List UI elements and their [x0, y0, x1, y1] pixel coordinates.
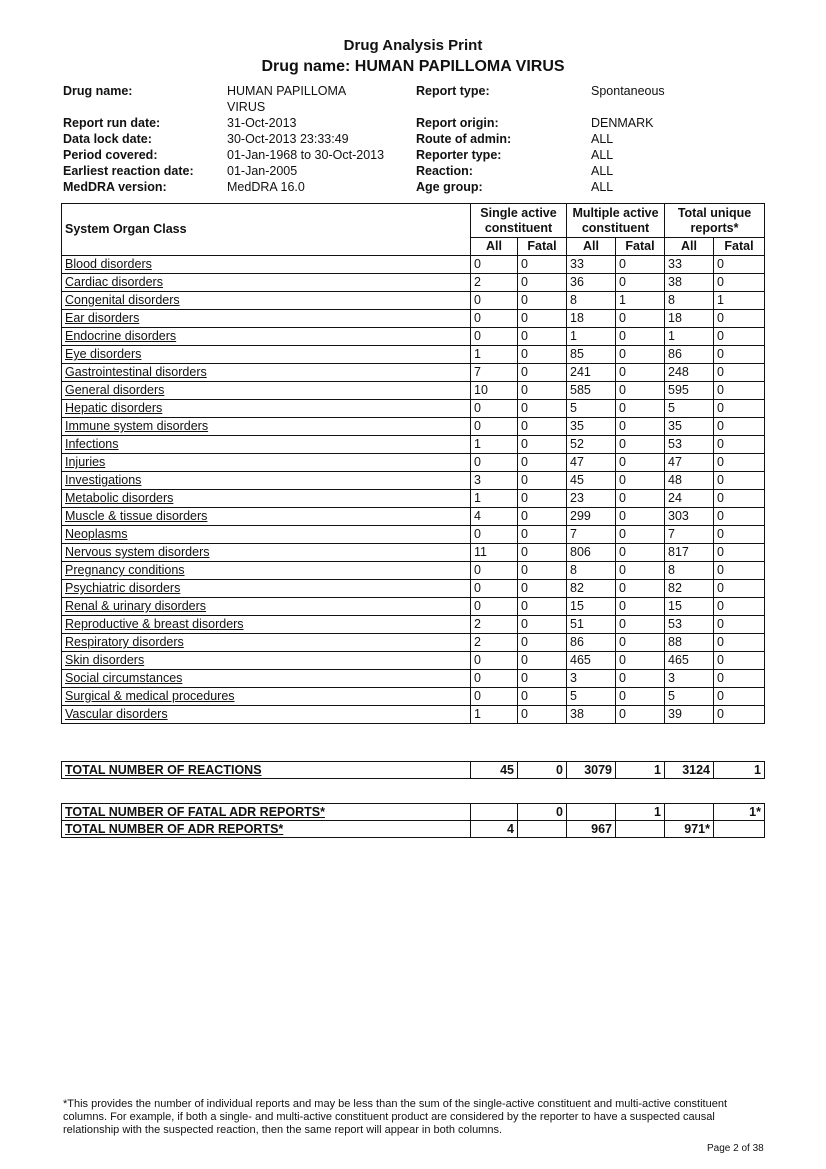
reports-total-table	[61, 803, 765, 838]
count-cell: 39	[665, 706, 714, 724]
count-cell: 0	[714, 256, 765, 274]
table-row	[62, 490, 765, 508]
count-cell: 0	[616, 526, 665, 544]
count-cell: 806	[567, 544, 616, 562]
total-label: TOTAL NUMBER OF ADR REPORTS*	[62, 821, 471, 838]
count-cell: 82	[567, 580, 616, 598]
soc-header: System Organ Class	[62, 204, 471, 256]
count-cell: 0	[714, 652, 765, 670]
label-route: Route of admin:	[416, 132, 512, 146]
table-row	[62, 472, 765, 490]
total-value	[616, 821, 665, 838]
count-cell: 85	[567, 346, 616, 364]
count-cell: 0	[616, 490, 665, 508]
count-cell: 0	[714, 544, 765, 562]
total-value: 1*	[714, 804, 765, 821]
count-cell: 35	[665, 418, 714, 436]
label-meddra: MedDRA version:	[63, 180, 167, 194]
count-cell: 88	[665, 634, 714, 652]
count-cell: 0	[714, 598, 765, 616]
soc-name: Respiratory disorders	[62, 634, 471, 652]
count-cell: 47	[665, 454, 714, 472]
count-cell: 0	[518, 634, 567, 652]
count-cell: 0	[518, 472, 567, 490]
document-title: Drug Analysis Print	[343, 37, 483, 54]
count-cell: 5	[567, 688, 616, 706]
count-cell: 0	[616, 256, 665, 274]
group-header-total: Total unique reports*	[665, 204, 765, 238]
count-cell: 1	[471, 490, 518, 508]
total-value	[665, 804, 714, 821]
count-cell: 1	[471, 436, 518, 454]
count-cell: 2	[471, 274, 518, 292]
count-cell: 0	[471, 526, 518, 544]
count-cell: 7	[471, 364, 518, 382]
sub-header: All	[471, 238, 518, 256]
total-label: TOTAL NUMBER OF REACTIONS	[62, 762, 471, 779]
reactions-total-table	[61, 761, 765, 779]
total-label: TOTAL NUMBER OF FATAL ADR REPORTS*	[62, 804, 471, 821]
soc-name: Nervous system disorders	[62, 544, 471, 562]
count-cell: 1	[567, 328, 616, 346]
soc-name: Pregnancy conditions	[62, 562, 471, 580]
soc-name: Injuries	[62, 454, 471, 472]
table-row	[62, 346, 765, 364]
sub-header: All	[665, 238, 714, 256]
table-row	[62, 310, 765, 328]
count-cell: 0	[616, 382, 665, 400]
count-cell: 0	[616, 670, 665, 688]
soc-name: Congenital disorders	[62, 292, 471, 310]
soc-name: Metabolic disorders	[62, 490, 471, 508]
count-cell: 0	[714, 472, 765, 490]
value-period: 01-Jan-1968 to 30-Oct-2013	[227, 148, 385, 162]
count-cell: 0	[714, 346, 765, 364]
count-cell: 0	[616, 652, 665, 670]
count-cell: 0	[714, 508, 765, 526]
count-cell: 0	[518, 670, 567, 688]
value-run-date: 31-Oct-2013	[227, 116, 297, 130]
count-cell: 7	[665, 526, 714, 544]
count-cell: 1	[714, 292, 765, 310]
table-row	[62, 364, 765, 382]
soc-name: Social circumstances	[62, 670, 471, 688]
total-fatal-reports-row	[62, 804, 765, 821]
count-cell: 0	[518, 688, 567, 706]
total-value: 1	[616, 762, 665, 779]
group-header-multiple: Multiple active constituent	[567, 204, 665, 238]
label-report-type: Report type:	[416, 84, 490, 98]
label-earliest: Earliest reaction date:	[63, 164, 194, 178]
count-cell: 8	[665, 292, 714, 310]
count-cell: 595	[665, 382, 714, 400]
total-value: 971*	[665, 821, 714, 838]
count-cell: 1	[616, 292, 665, 310]
count-cell: 45	[567, 472, 616, 490]
count-cell: 0	[471, 688, 518, 706]
total-value: 0	[518, 762, 567, 779]
group-header-single: Single active constituent	[471, 204, 567, 238]
table-row	[62, 526, 765, 544]
count-cell: 0	[714, 688, 765, 706]
table-row	[62, 652, 765, 670]
total-reports-row	[62, 821, 765, 838]
count-cell: 0	[714, 634, 765, 652]
footnote: *This provides the number of individual reports and may be less than the sum of the single-active constituent and multi-active constituent columns. For example, if both a single- and multi-active constituent product are considered by the reporter to have a suspected causal relationship with the suspected reaction, then the same report will appear in both columns.	[63, 1098, 728, 1136]
label-period: Period covered:	[63, 148, 158, 162]
count-cell: 0	[471, 256, 518, 274]
count-cell: 0	[518, 580, 567, 598]
count-cell: 585	[567, 382, 616, 400]
value-meddra: MedDRA 16.0	[227, 180, 305, 194]
count-cell: 11	[471, 544, 518, 562]
count-cell: 0	[518, 436, 567, 454]
count-cell: 0	[616, 310, 665, 328]
count-cell: 5	[567, 400, 616, 418]
count-cell: 0	[616, 616, 665, 634]
count-cell: 86	[665, 346, 714, 364]
count-cell: 0	[616, 436, 665, 454]
count-cell: 3	[471, 472, 518, 490]
total-value: 0	[518, 804, 567, 821]
total-reactions-row	[62, 762, 765, 779]
count-cell: 1	[665, 328, 714, 346]
total-value	[518, 821, 567, 838]
count-cell: 0	[714, 364, 765, 382]
count-cell: 0	[714, 436, 765, 454]
soc-name: Hepatic disorders	[62, 400, 471, 418]
label-run-date: Report run date:	[63, 116, 161, 130]
table-row	[62, 292, 765, 310]
count-cell: 0	[471, 562, 518, 580]
count-cell: 0	[714, 274, 765, 292]
count-cell: 0	[616, 472, 665, 490]
count-cell: 0	[616, 418, 665, 436]
count-cell: 299	[567, 508, 616, 526]
count-cell: 0	[714, 490, 765, 508]
table-row	[62, 508, 765, 526]
count-cell: 0	[714, 400, 765, 418]
count-cell: 1	[471, 346, 518, 364]
value-drug-name: HUMAN PAPILLOMA VIRUS	[227, 84, 346, 114]
count-cell: 36	[567, 274, 616, 292]
count-cell: 51	[567, 616, 616, 634]
count-cell: 0	[616, 634, 665, 652]
soc-name: General disorders	[62, 382, 471, 400]
count-cell: 52	[567, 436, 616, 454]
count-cell: 0	[471, 598, 518, 616]
total-value: 3124	[665, 762, 714, 779]
count-cell: 0	[714, 382, 765, 400]
soc-name: Cardiac disorders	[62, 274, 471, 292]
count-cell: 0	[616, 706, 665, 724]
count-cell: 38	[665, 274, 714, 292]
table-row	[62, 400, 765, 418]
count-cell: 0	[518, 706, 567, 724]
count-cell: 0	[616, 364, 665, 382]
count-cell: 0	[714, 454, 765, 472]
count-cell: 303	[665, 508, 714, 526]
soc-name: Infections	[62, 436, 471, 454]
count-cell: 47	[567, 454, 616, 472]
count-cell: 248	[665, 364, 714, 382]
drug-name-heading: Drug name: HUMAN PAPILLOMA VIRUS	[261, 58, 565, 75]
count-cell: 38	[567, 706, 616, 724]
count-cell: 48	[665, 472, 714, 490]
count-cell: 0	[616, 688, 665, 706]
info-left-values	[227, 83, 412, 195]
count-cell: 0	[616, 400, 665, 418]
count-cell: 465	[665, 652, 714, 670]
total-value: 967	[567, 821, 616, 838]
count-cell: 35	[567, 418, 616, 436]
count-cell: 0	[471, 580, 518, 598]
label-lock-date: Data lock date:	[63, 132, 152, 146]
label-age: Age group:	[416, 180, 483, 194]
count-cell: 0	[616, 544, 665, 562]
table-row	[62, 544, 765, 562]
value-reaction: ALL	[591, 164, 614, 178]
count-cell: 0	[518, 292, 567, 310]
count-cell: 0	[616, 328, 665, 346]
count-cell: 15	[665, 598, 714, 616]
label-reporter: Reporter type:	[416, 148, 502, 162]
soc-name: Ear disorders	[62, 310, 471, 328]
info-right-labels	[416, 83, 586, 195]
count-cell: 53	[665, 616, 714, 634]
count-cell: 0	[616, 562, 665, 580]
count-cell: 8	[567, 562, 616, 580]
count-cell: 18	[567, 310, 616, 328]
total-value: 3079	[567, 762, 616, 779]
count-cell: 0	[616, 580, 665, 598]
count-cell: 24	[665, 490, 714, 508]
count-cell: 8	[567, 292, 616, 310]
count-cell: 0	[616, 274, 665, 292]
count-cell: 0	[518, 526, 567, 544]
count-cell: 0	[518, 310, 567, 328]
table-row	[62, 382, 765, 400]
count-cell: 0	[471, 328, 518, 346]
soc-table	[61, 203, 765, 724]
value-origin: DENMARK	[591, 116, 654, 130]
count-cell: 10	[471, 382, 518, 400]
count-cell: 0	[518, 598, 567, 616]
count-cell: 0	[518, 274, 567, 292]
value-reporter: ALL	[591, 148, 614, 162]
count-cell: 23	[567, 490, 616, 508]
sub-header: Fatal	[616, 238, 665, 256]
count-cell: 241	[567, 364, 616, 382]
count-cell: 0	[518, 382, 567, 400]
value-lock-date: 30-Oct-2013 23:33:49	[227, 132, 349, 146]
table-row	[62, 418, 765, 436]
table-row	[62, 616, 765, 634]
soc-name: Vascular disorders	[62, 706, 471, 724]
table-row	[62, 598, 765, 616]
count-cell: 0	[714, 310, 765, 328]
count-cell: 3	[567, 670, 616, 688]
soc-name: Gastrointestinal disorders	[62, 364, 471, 382]
label-drug-name: Drug name:	[63, 84, 133, 98]
table-row	[62, 634, 765, 652]
soc-name: Immune system disorders	[62, 418, 471, 436]
count-cell: 0	[471, 292, 518, 310]
page-number: Page 2 of 38	[707, 1143, 764, 1154]
count-cell: 0	[471, 652, 518, 670]
count-cell: 0	[471, 454, 518, 472]
table-row	[62, 706, 765, 724]
count-cell: 33	[567, 256, 616, 274]
count-cell: 817	[665, 544, 714, 562]
count-cell: 0	[518, 652, 567, 670]
count-cell: 0	[471, 670, 518, 688]
total-value: 1	[714, 762, 765, 779]
count-cell: 86	[567, 634, 616, 652]
count-cell: 0	[518, 508, 567, 526]
count-cell: 0	[714, 616, 765, 634]
soc-name: Renal & urinary disorders	[62, 598, 471, 616]
count-cell: 0	[714, 562, 765, 580]
soc-name: Surgical & medical procedures	[62, 688, 471, 706]
count-cell: 3	[665, 670, 714, 688]
label-reaction: Reaction:	[416, 164, 473, 178]
count-cell: 0	[471, 418, 518, 436]
count-cell: 2	[471, 634, 518, 652]
count-cell: 0	[518, 418, 567, 436]
sub-header: All	[567, 238, 616, 256]
count-cell: 0	[714, 418, 765, 436]
total-value: 1	[616, 804, 665, 821]
count-cell: 465	[567, 652, 616, 670]
count-cell: 82	[665, 580, 714, 598]
table-row	[62, 580, 765, 598]
count-cell: 0	[518, 328, 567, 346]
count-cell: 0	[518, 454, 567, 472]
soc-name: Neoplasms	[62, 526, 471, 544]
value-route: ALL	[591, 132, 614, 146]
info-right-values	[591, 83, 761, 195]
value-age: ALL	[591, 180, 614, 194]
count-cell: 5	[665, 688, 714, 706]
table-row	[62, 274, 765, 292]
total-value: 4	[471, 821, 518, 838]
count-cell: 0	[518, 364, 567, 382]
count-cell: 5	[665, 400, 714, 418]
count-cell: 0	[616, 346, 665, 364]
count-cell: 7	[567, 526, 616, 544]
soc-name: Blood disorders	[62, 256, 471, 274]
table-row	[62, 670, 765, 688]
soc-name: Psychiatric disorders	[62, 580, 471, 598]
table-row	[62, 256, 765, 274]
count-cell: 0	[616, 508, 665, 526]
count-cell: 0	[714, 706, 765, 724]
value-earliest: 01-Jan-2005	[227, 164, 298, 178]
count-cell: 18	[665, 310, 714, 328]
total-value	[471, 804, 518, 821]
count-cell: 2	[471, 616, 518, 634]
soc-name: Eye disorders	[62, 346, 471, 364]
count-cell: 0	[616, 598, 665, 616]
count-cell: 0	[518, 616, 567, 634]
count-cell: 0	[714, 580, 765, 598]
count-cell: 0	[471, 400, 518, 418]
count-cell: 0	[518, 346, 567, 364]
count-cell: 0	[714, 328, 765, 346]
info-left-labels	[63, 83, 223, 195]
soc-name: Investigations	[62, 472, 471, 490]
count-cell: 53	[665, 436, 714, 454]
total-value	[714, 821, 765, 838]
count-cell: 0	[471, 310, 518, 328]
table-row	[62, 454, 765, 472]
count-cell: 0	[518, 400, 567, 418]
count-cell: 8	[665, 562, 714, 580]
total-value: 45	[471, 762, 518, 779]
count-cell: 0	[518, 544, 567, 562]
soc-name: Skin disorders	[62, 652, 471, 670]
count-cell: 1	[471, 706, 518, 724]
table-row	[62, 328, 765, 346]
count-cell: 15	[567, 598, 616, 616]
count-cell: 4	[471, 508, 518, 526]
value-report-type: Spontaneous	[591, 84, 665, 98]
count-cell: 0	[714, 670, 765, 688]
count-cell: 0	[616, 454, 665, 472]
count-cell: 0	[518, 490, 567, 508]
total-value	[567, 804, 616, 821]
label-origin: Report origin:	[416, 116, 499, 130]
sub-header: Fatal	[714, 238, 765, 256]
table-row	[62, 688, 765, 706]
soc-name: Muscle & tissue disorders	[62, 508, 471, 526]
count-cell: 0	[714, 526, 765, 544]
count-cell: 33	[665, 256, 714, 274]
soc-name: Endocrine disorders	[62, 328, 471, 346]
count-cell: 0	[518, 562, 567, 580]
sub-header: Fatal	[518, 238, 567, 256]
table-row	[62, 436, 765, 454]
table-row	[62, 562, 765, 580]
count-cell: 0	[518, 256, 567, 274]
soc-name: Reproductive & breast disorders	[62, 616, 471, 634]
